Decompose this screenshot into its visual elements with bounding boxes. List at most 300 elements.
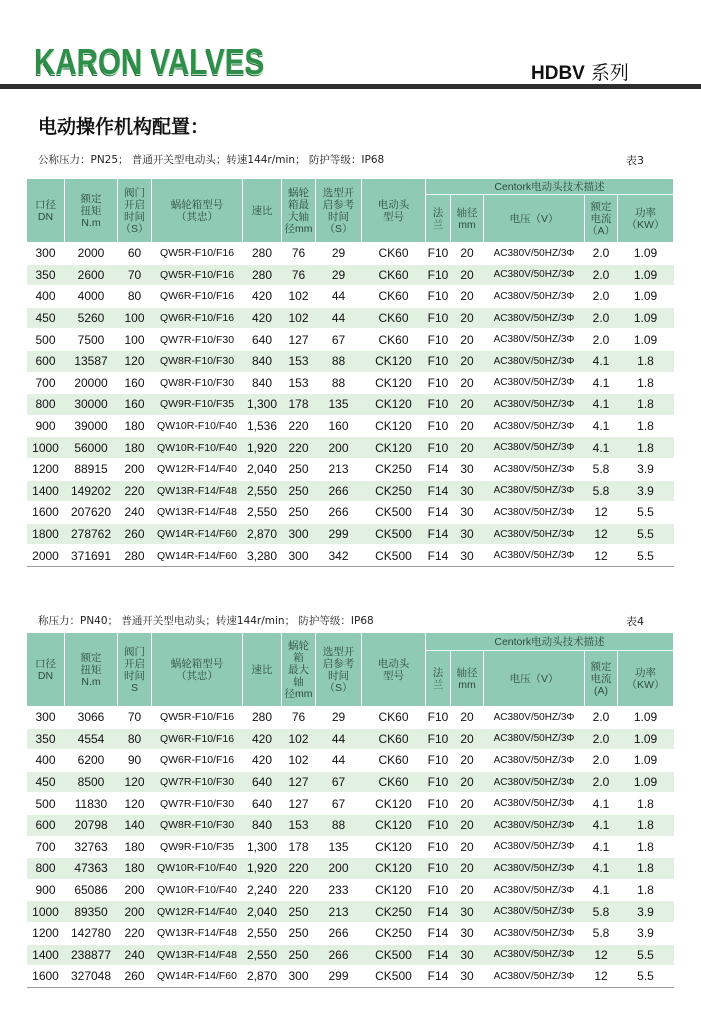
cell-shaft: 20 [451, 264, 484, 286]
section-title: 电动操作机构配置： [38, 116, 210, 138]
col-dn: 口径 DN [27, 179, 65, 243]
cell-torque: 5260 [65, 307, 118, 329]
cell-torque: 20798 [65, 814, 118, 836]
cell-gearbox: QW7R-F10/F30 [152, 771, 243, 793]
col-actuator: 电动头 型号 [362, 633, 426, 707]
cell-open-time: 200 [118, 458, 152, 480]
table-row [27, 858, 674, 880]
cell-shaft: 30 [451, 458, 484, 480]
cell-voltage: AC380V/50HZ/3Φ [484, 545, 585, 567]
table-row [27, 243, 674, 265]
cell-open-time: 80 [118, 728, 152, 750]
cell-ref-time: 88 [316, 814, 362, 836]
cell-torque: 207620 [65, 502, 118, 524]
cell-max-shaft: 250 [282, 458, 316, 480]
cell-dn: 1400 [27, 480, 65, 502]
col-centork-group: Centork电动头技术描述 [426, 179, 674, 195]
cell-power: 1.8 [618, 437, 674, 459]
table3-body [27, 243, 674, 567]
cell-actuator: CK120 [362, 858, 426, 880]
cell-power: 3.9 [618, 480, 674, 502]
cell-ref-time: 44 [316, 750, 362, 772]
cell-open-time: 70 [118, 707, 152, 729]
cell-actuator: CK60 [362, 707, 426, 729]
cell-ratio: 840 [243, 350, 282, 372]
cell-ratio: 2,550 [243, 944, 282, 966]
cell-shaft: 20 [451, 728, 484, 750]
cell-max-shaft: 220 [282, 858, 316, 880]
cell-actuator: CK500 [362, 523, 426, 545]
cell-flange: F10 [426, 879, 451, 901]
cell-dn: 350 [27, 264, 65, 286]
cell-ref-time: 266 [316, 480, 362, 502]
cell-current: 5.8 [585, 922, 618, 944]
cell-dn: 300 [27, 707, 65, 729]
cell-shaft: 30 [451, 944, 484, 966]
cell-ref-time: 67 [316, 793, 362, 815]
cell-power: 3.9 [618, 458, 674, 480]
cell-ratio: 3,280 [243, 545, 282, 567]
cell-flange: F10 [426, 264, 451, 286]
cell-current: 4.1 [585, 793, 618, 815]
col-max-shaft: 蜗轮箱 最大轴 径mm [282, 633, 316, 707]
header-divider [0, 84, 701, 89]
cell-flange: F14 [426, 502, 451, 524]
cell-voltage: AC380V/50HZ/3Φ [484, 707, 585, 729]
cell-ref-time: 266 [316, 922, 362, 944]
cell-open-time: 180 [118, 415, 152, 437]
cell-gearbox: QW13R-F14/F48 [152, 480, 243, 502]
cell-flange: F10 [426, 793, 451, 815]
cell-torque: 88915 [65, 458, 118, 480]
col-power: 功率 （KW） [618, 651, 674, 707]
cell-torque: 65086 [65, 879, 118, 901]
cell-open-time: 60 [118, 243, 152, 265]
table-row [27, 523, 674, 545]
cell-flange: F10 [426, 329, 451, 351]
cell-max-shaft: 220 [282, 437, 316, 459]
cell-ref-time: 213 [316, 901, 362, 923]
cell-torque: 11830 [65, 793, 118, 815]
cell-gearbox: QW8R-F10/F30 [152, 814, 243, 836]
cell-torque: 327048 [65, 966, 118, 988]
col-centork-group: Centork电动头技术描述 [426, 633, 674, 651]
cell-ref-time: 233 [316, 879, 362, 901]
cell-gearbox: QW14R-F14/F60 [152, 523, 243, 545]
cell-voltage: AC380V/50HZ/3Φ [484, 329, 585, 351]
cell-ratio: 2,550 [243, 922, 282, 944]
cell-ratio: 280 [243, 243, 282, 265]
cell-max-shaft: 178 [282, 836, 316, 858]
table-row [27, 879, 674, 901]
cell-power: 1.8 [618, 836, 674, 858]
cell-flange: F10 [426, 307, 451, 329]
cell-flange: F10 [426, 707, 451, 729]
cell-dn: 1200 [27, 922, 65, 944]
col-shaft: 轴径 mm [451, 195, 484, 243]
table-row [27, 901, 674, 923]
col-gearbox: 蜗轮箱型号 （其忠） [152, 633, 243, 707]
cell-ref-time: 342 [316, 545, 362, 567]
cell-flange: F10 [426, 394, 451, 416]
cell-current: 4.1 [585, 858, 618, 880]
table4-tag: 表4 [626, 615, 644, 628]
cell-gearbox: QW6R-F10/F16 [152, 307, 243, 329]
cell-max-shaft: 76 [282, 243, 316, 265]
table-row [27, 480, 674, 502]
cell-torque: 2000 [65, 243, 118, 265]
cell-power: 3.9 [618, 901, 674, 923]
cell-current: 2.0 [585, 771, 618, 793]
cell-flange: F10 [426, 243, 451, 265]
cell-actuator: CK120 [362, 394, 426, 416]
cell-current: 4.1 [585, 836, 618, 858]
table3-note: 公称压力：PN25； 普通开关型电动头；转速144r/min； 防护等级：IP68 [38, 154, 385, 166]
cell-actuator: CK120 [362, 415, 426, 437]
cell-voltage: AC380V/50HZ/3Φ [484, 771, 585, 793]
cell-dn: 400 [27, 750, 65, 772]
cell-ratio: 640 [243, 771, 282, 793]
cell-power: 5.5 [618, 502, 674, 524]
cell-ref-time: 213 [316, 458, 362, 480]
cell-ref-time: 29 [316, 707, 362, 729]
cell-shaft: 30 [451, 502, 484, 524]
cell-voltage: AC380V/50HZ/3Φ [484, 728, 585, 750]
cell-ratio: 280 [243, 707, 282, 729]
cell-max-shaft: 153 [282, 814, 316, 836]
cell-ratio: 420 [243, 728, 282, 750]
cell-dn: 600 [27, 350, 65, 372]
cell-max-shaft: 250 [282, 944, 316, 966]
cell-power: 1.8 [618, 793, 674, 815]
cell-current: 5.8 [585, 480, 618, 502]
col-voltage: 电压（V） [484, 651, 585, 707]
cell-open-time: 100 [118, 307, 152, 329]
cell-ref-time: 44 [316, 728, 362, 750]
cell-actuator: CK60 [362, 750, 426, 772]
table3 [26, 178, 674, 567]
cell-dn: 400 [27, 286, 65, 308]
cell-torque: 6200 [65, 750, 118, 772]
cell-actuator: CK120 [362, 836, 426, 858]
col-gearbox: 蜗轮箱型号 （其忠） [152, 179, 243, 243]
cell-torque: 4554 [65, 728, 118, 750]
cell-shaft: 20 [451, 707, 484, 729]
cell-actuator: CK120 [362, 437, 426, 459]
cell-actuator: CK60 [362, 728, 426, 750]
cell-shaft: 20 [451, 814, 484, 836]
cell-gearbox: QW14R-F14/F60 [152, 545, 243, 567]
cell-open-time: 180 [118, 836, 152, 858]
series-title [531, 58, 629, 85]
cell-ref-time: 67 [316, 329, 362, 351]
cell-actuator: CK120 [362, 814, 426, 836]
cell-max-shaft: 220 [282, 879, 316, 901]
cell-voltage: AC380V/50HZ/3Φ [484, 966, 585, 988]
col-voltage: 电压（V） [484, 195, 585, 243]
table-row [27, 394, 674, 416]
cell-dn: 1000 [27, 437, 65, 459]
cell-flange: F10 [426, 858, 451, 880]
table4 [26, 632, 674, 988]
cell-max-shaft: 153 [282, 350, 316, 372]
table-row [27, 707, 674, 729]
cell-dn: 300 [27, 243, 65, 265]
cell-flange: F14 [426, 944, 451, 966]
cell-voltage: AC380V/50HZ/3Φ [484, 415, 585, 437]
cell-ratio: 640 [243, 329, 282, 351]
cell-ref-time: 29 [316, 243, 362, 265]
cell-open-time: 260 [118, 966, 152, 988]
cell-actuator: CK60 [362, 264, 426, 286]
cell-ratio: 2,870 [243, 966, 282, 988]
table-row [27, 728, 674, 750]
cell-max-shaft: 250 [282, 922, 316, 944]
cell-actuator: CK500 [362, 545, 426, 567]
cell-power: 5.5 [618, 966, 674, 988]
cell-actuator: CK120 [362, 793, 426, 815]
cell-torque: 56000 [65, 437, 118, 459]
cell-ref-time: 88 [316, 372, 362, 394]
cell-open-time: 220 [118, 480, 152, 502]
cell-shaft: 30 [451, 966, 484, 988]
cell-open-time: 160 [118, 372, 152, 394]
cell-power: 1.09 [618, 707, 674, 729]
cell-voltage: AC380V/50HZ/3Φ [484, 836, 585, 858]
cell-dn: 1800 [27, 523, 65, 545]
cell-torque: 89350 [65, 901, 118, 923]
cell-current: 4.1 [585, 879, 618, 901]
col-ref-time: 选型开 启参考 时间 （S） [316, 633, 362, 707]
cell-ratio: 2,870 [243, 523, 282, 545]
cell-current: 2.0 [585, 329, 618, 351]
cell-shaft: 30 [451, 523, 484, 545]
cell-voltage: AC380V/50HZ/3Φ [484, 793, 585, 815]
cell-current: 2.0 [585, 264, 618, 286]
table-row [27, 793, 674, 815]
cell-voltage: AC380V/50HZ/3Φ [484, 502, 585, 524]
cell-shaft: 20 [451, 329, 484, 351]
cell-torque: 4000 [65, 286, 118, 308]
cell-voltage: AC380V/50HZ/3Φ [484, 437, 585, 459]
cell-dn: 1400 [27, 944, 65, 966]
cell-dn: 450 [27, 771, 65, 793]
cell-flange: F10 [426, 350, 451, 372]
cell-ref-time: 200 [316, 437, 362, 459]
col-ratio: 速比 [243, 633, 282, 707]
cell-torque: 47363 [65, 858, 118, 880]
cell-dn: 1200 [27, 458, 65, 480]
cell-gearbox: QW5R-F10/F16 [152, 243, 243, 265]
cell-gearbox: QW12R-F14/F40 [152, 458, 243, 480]
cell-gearbox: QW12R-F14/F40 [152, 901, 243, 923]
cell-flange: F14 [426, 523, 451, 545]
cell-actuator: CK60 [362, 771, 426, 793]
cell-power: 1.09 [618, 771, 674, 793]
cell-ratio: 1,300 [243, 836, 282, 858]
cell-voltage: AC380V/50HZ/3Φ [484, 458, 585, 480]
table-row [27, 922, 674, 944]
cell-flange: F10 [426, 814, 451, 836]
cell-flange: F10 [426, 415, 451, 437]
cell-max-shaft: 300 [282, 966, 316, 988]
cell-gearbox: QW5R-F10/F16 [152, 264, 243, 286]
table-row [27, 372, 674, 394]
table-row [27, 329, 674, 351]
table-row [27, 264, 674, 286]
cell-open-time: 160 [118, 394, 152, 416]
cell-voltage: AC380V/50HZ/3Φ [484, 901, 585, 923]
cell-open-time: 120 [118, 771, 152, 793]
cell-max-shaft: 250 [282, 901, 316, 923]
cell-power: 1.8 [618, 394, 674, 416]
cell-max-shaft: 76 [282, 264, 316, 286]
cell-max-shaft: 178 [282, 394, 316, 416]
cell-ratio: 640 [243, 793, 282, 815]
cell-flange: F10 [426, 372, 451, 394]
cell-current: 4.1 [585, 350, 618, 372]
cell-power: 1.09 [618, 329, 674, 351]
cell-shaft: 20 [451, 394, 484, 416]
cell-max-shaft: 153 [282, 372, 316, 394]
cell-gearbox: QW10R-F10/F40 [152, 437, 243, 459]
cell-dn: 350 [27, 728, 65, 750]
cell-open-time: 70 [118, 264, 152, 286]
cell-ref-time: 135 [316, 836, 362, 858]
cell-open-time: 260 [118, 523, 152, 545]
cell-torque: 20000 [65, 372, 118, 394]
cell-gearbox: QW9R-F10/F35 [152, 394, 243, 416]
cell-ref-time: 135 [316, 394, 362, 416]
cell-ref-time: 44 [316, 286, 362, 308]
cell-actuator: CK250 [362, 458, 426, 480]
series-label: 系列 [590, 63, 629, 84]
cell-ref-time: 299 [316, 966, 362, 988]
cell-shaft: 20 [451, 836, 484, 858]
cell-actuator: CK120 [362, 372, 426, 394]
cell-current: 2.0 [585, 750, 618, 772]
cell-dn: 1600 [27, 502, 65, 524]
cell-torque: 39000 [65, 415, 118, 437]
cell-power: 3.9 [618, 922, 674, 944]
cell-flange: F14 [426, 480, 451, 502]
col-flange: 法 兰 [426, 651, 451, 707]
cell-flange: F14 [426, 901, 451, 923]
cell-current: 4.1 [585, 394, 618, 416]
cell-shaft: 20 [451, 879, 484, 901]
col-actuator: 电动头 型号 [362, 179, 426, 243]
col-torque: 额定 扭矩 N.m [65, 633, 118, 707]
cell-open-time: 200 [118, 879, 152, 901]
cell-voltage: AC380V/50HZ/3Φ [484, 264, 585, 286]
cell-ref-time: 266 [316, 944, 362, 966]
cell-shaft: 30 [451, 901, 484, 923]
cell-shaft: 30 [451, 922, 484, 944]
cell-open-time: 120 [118, 793, 152, 815]
table4-body [27, 707, 674, 988]
cell-max-shaft: 102 [282, 750, 316, 772]
cell-ref-time: 160 [316, 415, 362, 437]
cell-current: 2.0 [585, 286, 618, 308]
cell-torque: 278762 [65, 523, 118, 545]
cell-max-shaft: 127 [282, 329, 316, 351]
cell-gearbox: QW7R-F10/F30 [152, 329, 243, 351]
cell-flange: F10 [426, 286, 451, 308]
cell-shaft: 20 [451, 415, 484, 437]
cell-actuator: CK60 [362, 329, 426, 351]
cell-voltage: AC380V/50HZ/3Φ [484, 922, 585, 944]
cell-dn: 1000 [27, 901, 65, 923]
cell-actuator: CK500 [362, 502, 426, 524]
table-row [27, 458, 674, 480]
cell-max-shaft: 300 [282, 545, 316, 567]
cell-open-time: 220 [118, 922, 152, 944]
cell-gearbox: QW7R-F10/F30 [152, 793, 243, 815]
cell-current: 2.0 [585, 707, 618, 729]
cell-torque: 3066 [65, 707, 118, 729]
cell-gearbox: QW13R-F14/F48 [152, 944, 243, 966]
cell-torque: 238877 [65, 944, 118, 966]
cell-ratio: 2,550 [243, 480, 282, 502]
cell-shaft: 20 [451, 286, 484, 308]
cell-shaft: 20 [451, 771, 484, 793]
cell-ref-time: 29 [316, 264, 362, 286]
cell-actuator: CK250 [362, 480, 426, 502]
cell-actuator: CK500 [362, 966, 426, 988]
table-row [27, 350, 674, 372]
cell-shaft: 20 [451, 372, 484, 394]
cell-open-time: 100 [118, 329, 152, 351]
cell-power: 1.09 [618, 307, 674, 329]
cell-current: 2.0 [585, 728, 618, 750]
cell-current: 12 [585, 545, 618, 567]
cell-dn: 800 [27, 858, 65, 880]
cell-flange: F14 [426, 922, 451, 944]
cell-gearbox: QW6R-F10/F16 [152, 750, 243, 772]
cell-ratio: 1,920 [243, 437, 282, 459]
cell-dn: 500 [27, 329, 65, 351]
table-row [27, 814, 674, 836]
cell-gearbox: QW6R-F10/F16 [152, 728, 243, 750]
col-flange: 法 兰 [426, 195, 451, 243]
cell-flange: F14 [426, 458, 451, 480]
cell-voltage: AC380V/50HZ/3Φ [484, 879, 585, 901]
cell-torque: 30000 [65, 394, 118, 416]
cell-torque: 13587 [65, 350, 118, 372]
cell-actuator: CK60 [362, 243, 426, 265]
cell-open-time: 120 [118, 350, 152, 372]
cell-voltage: AC380V/50HZ/3Φ [484, 480, 585, 502]
table-row [27, 437, 674, 459]
table-row [27, 836, 674, 858]
cell-gearbox: QW9R-F10/F35 [152, 836, 243, 858]
cell-ref-time: 67 [316, 771, 362, 793]
cell-flange: F14 [426, 545, 451, 567]
cell-gearbox: QW6R-F10/F16 [152, 286, 243, 308]
series-code: HDBV [531, 63, 585, 84]
cell-current: 5.8 [585, 901, 618, 923]
cell-voltage: AC380V/50HZ/3Φ [484, 814, 585, 836]
cell-current: 5.8 [585, 458, 618, 480]
cell-dn: 2000 [27, 545, 65, 567]
cell-max-shaft: 250 [282, 480, 316, 502]
cell-gearbox: QW14R-F14/F60 [152, 966, 243, 988]
cell-dn: 800 [27, 394, 65, 416]
cell-ratio: 420 [243, 286, 282, 308]
table-row [27, 286, 674, 308]
cell-actuator: CK120 [362, 350, 426, 372]
brand-logo: KARON VALVES [34, 41, 265, 82]
